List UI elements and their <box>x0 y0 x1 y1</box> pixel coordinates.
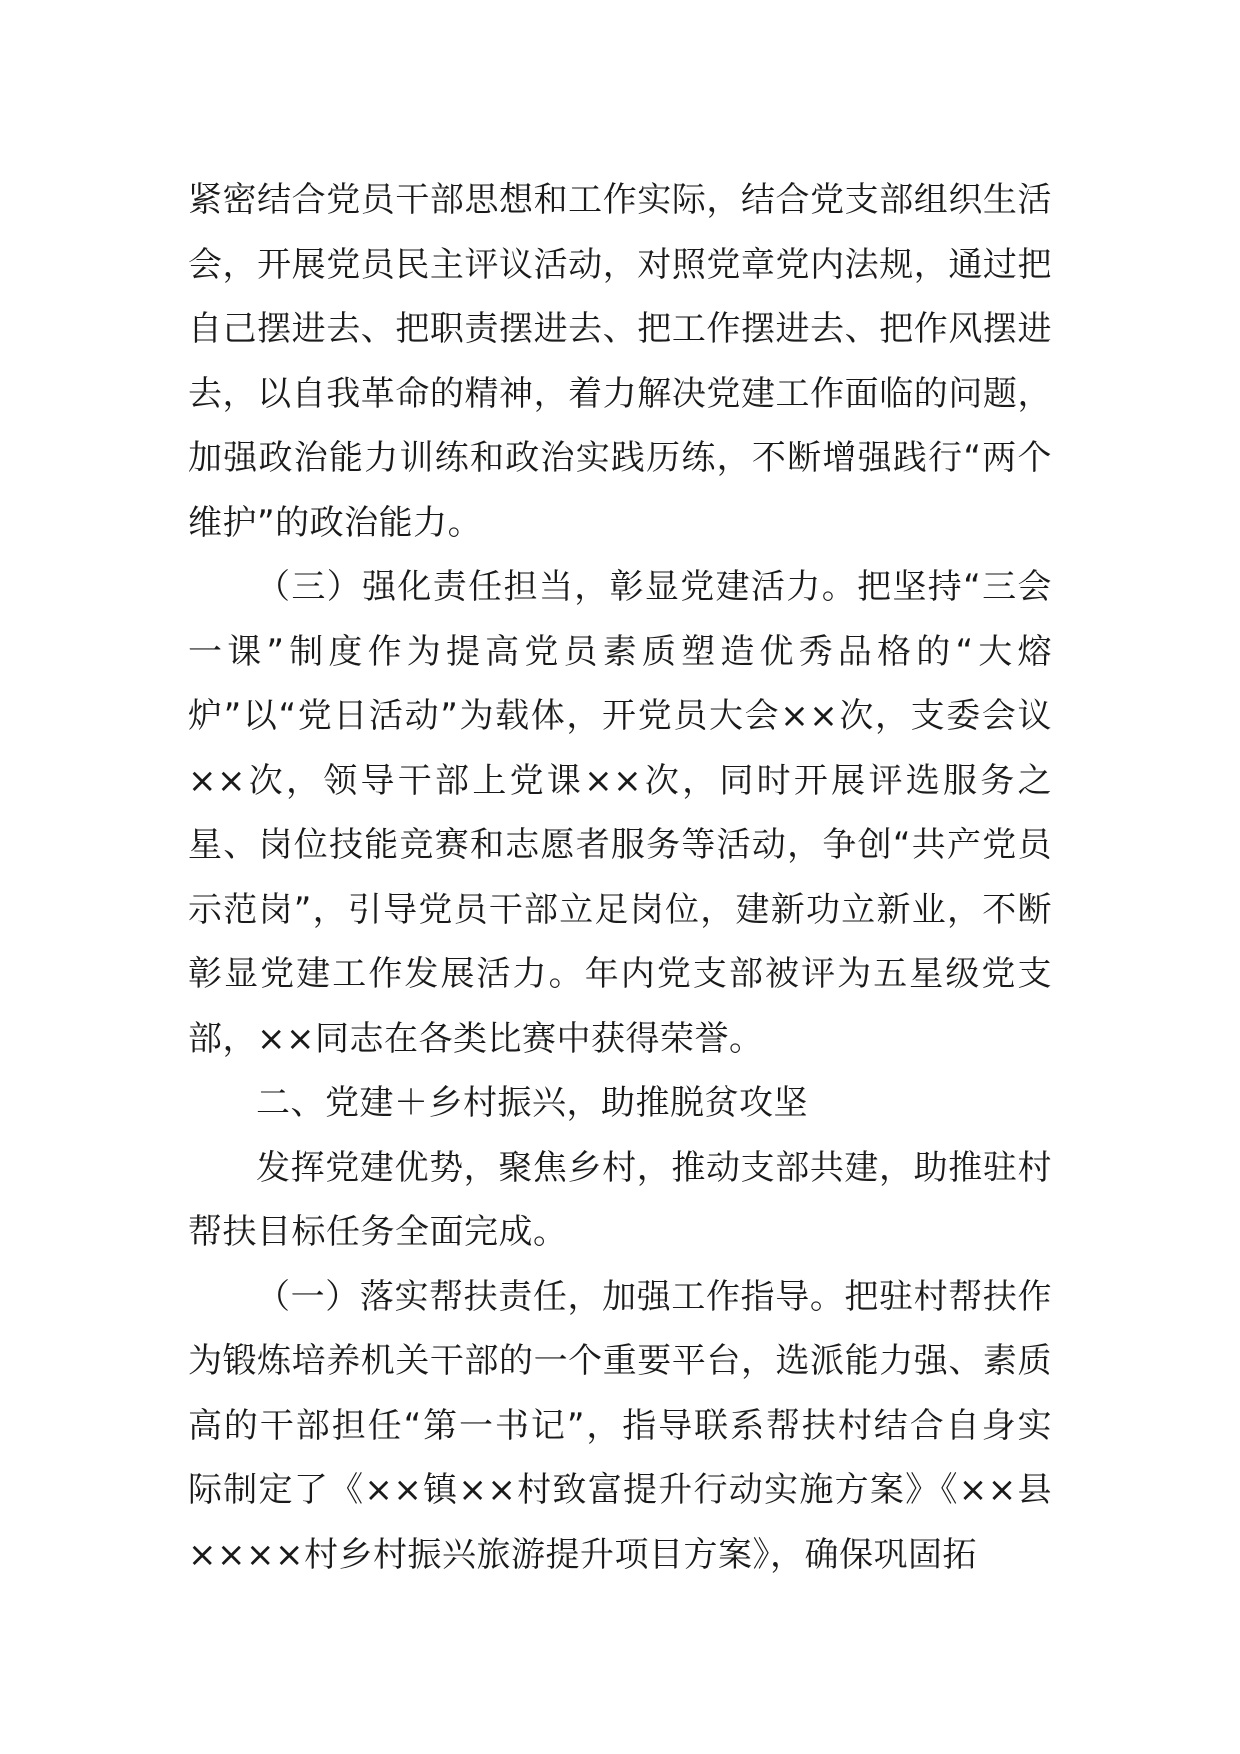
paragraph-section-intro: 发挥党建优势，聚焦乡村，推动支部共建，助推驻村帮扶目标任务全面完成。 <box>188 1147 1052 1252</box>
section-heading-two: 二、党建＋乡村振兴，助推脱贫攻坚 <box>256 1083 808 1123</box>
paragraph-subsection-one: （一）落实帮扶责任，加强工作指导。把驻村帮扶作为锻炼培养机关干部的一个重要平台，选派能力强、素质高的干部担任“第一书记”，指导联系帮扶村结合自身实际制定了《××镇××村致富提升行动实施方案》《××县××××村乡村振兴旅游提升项目方案》，确保巩固拓 <box>188 1276 1052 1575</box>
document-body <box>188 168 1052 1587</box>
paragraph-section-three: （三）强化责任担当，彰显党建活力。把坚持“三会一课”制度作为提高党员素质塑造优秀品格的“大熔炉”以“党日活动”为载体，开党员大会××次，支委会议××次，领导干部上党课××次，同时开展评选服务之星、岗位技能竞赛和志愿者服务等活动，争创“共产党员示范岗”，引导党员干部立足岗位，建新功立新业，不断彰显党建工作发展活力。年内党支部被评为五星级党支部，××同志在各类比赛中获得荣誉。 <box>188 567 1052 1059</box>
paragraph-continued: 紧密结合党员干部思想和工作实际，结合党支部组织生活会，开展党员民主评议活动，对照党章党内法规，通过把自己摆进去、把职责摆进去、把工作摆进去、把作风摆进去，以自我革命的精神，着力解决党建工作面临的问题，加强政治能力训练和政治实践历练，不断增强践行“两个维护”的政治能力。 <box>188 180 1052 543</box>
